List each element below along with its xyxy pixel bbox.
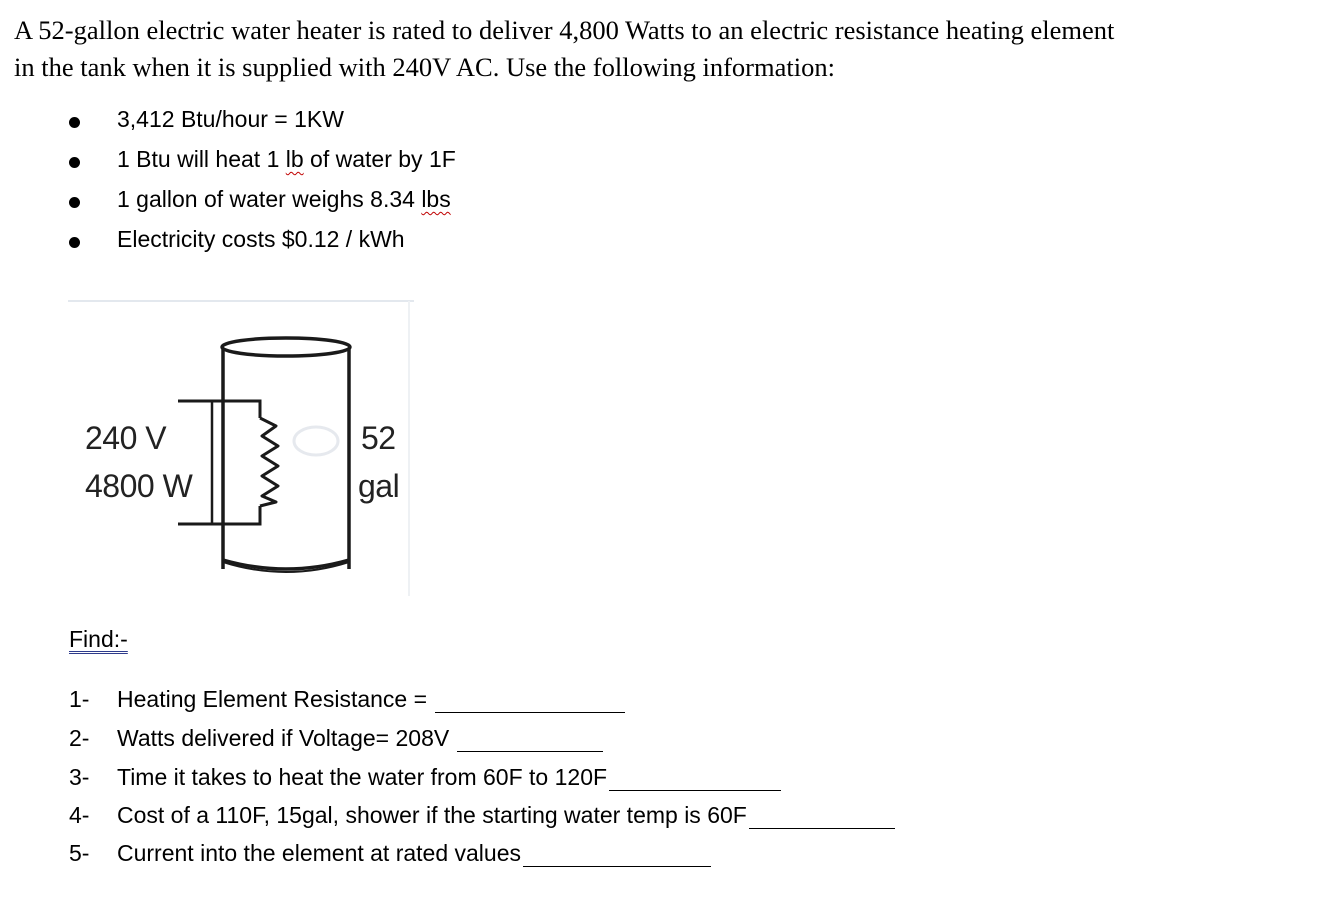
resistor-icon (260, 418, 278, 506)
question-text: Watts delivered if Voltage= 208V (117, 725, 450, 751)
question-text-row (117, 802, 895, 829)
bullet-icon (69, 237, 80, 248)
question-number: 5- (69, 840, 90, 866)
bullet-icon (69, 197, 80, 208)
answer-blank[interactable] (749, 804, 895, 829)
scan-artifact (294, 427, 338, 455)
question-text-row (117, 840, 711, 867)
problem-statement-line-2: in the tank when it is supplied with 240V AC. Use the following information: (14, 52, 835, 82)
tank-icon (222, 338, 350, 572)
voltage-label: 240 V (85, 420, 167, 456)
info-item-text-start: 1 gallon of water weighs 8.34 (117, 186, 422, 212)
question-text: Time it takes to heat the water from 60F to 120F (117, 764, 608, 790)
find-heading: Find:- (69, 626, 128, 652)
answer-blank[interactable] (457, 727, 603, 752)
answer-blank[interactable] (435, 688, 625, 713)
problem-statement (14, 12, 1304, 86)
water-heater-diagram (68, 296, 414, 596)
info-item-text: Electricity costs $0.12 / kWh (117, 226, 405, 252)
info-item-text-end: of water by 1F (303, 146, 456, 172)
info-item-text-start: 1 Btu will heat 1 (117, 146, 286, 172)
question-text: Cost of a 110F, 15gal, shower if the starting water temp is 60F (117, 802, 747, 828)
question-text: Current into the element at rated values (117, 840, 522, 866)
question-number: 1- (69, 686, 90, 712)
spellcheck-flagged-word: lbs (421, 186, 451, 212)
answer-blank[interactable] (609, 766, 781, 791)
supply-wires-icon (178, 401, 260, 524)
info-item-text: 3,412 Btu/hour = 1KW (117, 106, 344, 132)
question-number: 3- (69, 764, 90, 790)
question-number: 2- (69, 725, 90, 751)
tank-volume-value: 52 (361, 420, 396, 456)
question-text-row (117, 686, 625, 713)
info-item-text (117, 146, 456, 173)
question-text-row (117, 764, 781, 791)
answer-blank[interactable] (523, 842, 711, 867)
question-text: Heating Element Resistance = (117, 686, 428, 712)
problem-statement-line-1: A 52-gallon electric water heater is rated to deliver 4,800 Watts to an electric resistance heating element (14, 15, 1115, 45)
bullet-icon (69, 157, 80, 168)
power-label: 4800 W (85, 468, 193, 504)
question-text-row (117, 725, 603, 752)
question-number: 4- (69, 802, 90, 828)
info-item-text (117, 186, 451, 213)
spellcheck-flagged-word: lb (285, 146, 304, 172)
tank-volume-unit: gal (358, 468, 400, 504)
bullet-icon (69, 117, 80, 128)
